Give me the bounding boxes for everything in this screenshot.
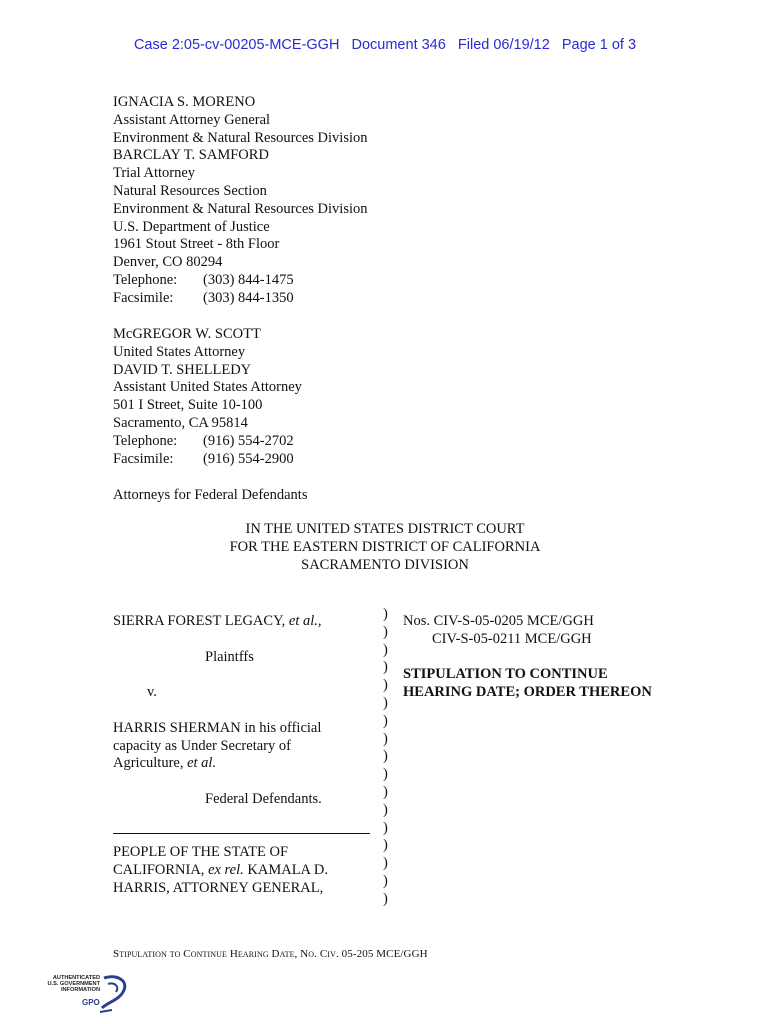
court-line: SACRAMENTO DIVISION — [301, 556, 469, 573]
people-line: CALIFORNIA, ex rel. KAMALA D. — [113, 862, 328, 879]
telephone-line — [113, 433, 302, 451]
counsel-block-doj — [113, 94, 368, 308]
court-line: IN THE UNITED STATES DISTRICT COURT — [245, 521, 525, 537]
counsel-line: Environment & Natural Resources Division — [113, 200, 368, 217]
counsel-line: 501 I Street, Suite 10-100 — [113, 397, 263, 414]
counsel-line: BARCLAY T. SAMFORD — [113, 147, 269, 164]
facsimile-line — [113, 451, 302, 469]
versus: v. — [147, 684, 157, 701]
gpo-authentication-seal: AUTHENTICATED U.S. GOVERNMENT INFORMATION GPO — [42, 972, 132, 1016]
telephone-label: Telephone: — [113, 432, 178, 449]
defendant-line: capacity as Under Secretary of — [113, 737, 291, 754]
counsel-line: 1961 Stout Street - 8th Floor — [113, 236, 280, 253]
counsel-line: Denver, CO 80294 — [113, 254, 223, 271]
case-number: Nos. CIV-S-05-0205 MCE/GGH — [403, 613, 594, 629]
facsimile-label: Facsimile: — [113, 450, 174, 467]
case-number: CIV-S-05-0211 MCE/GGH — [432, 630, 592, 647]
people-line: HARRIS, ATTORNEY GENERAL, — [113, 879, 324, 896]
counsel-line: U.S. Department of Justice — [113, 218, 270, 235]
counsel-line: McGREGOR W. SCOTT — [113, 326, 261, 342]
plaintiffs-label: Plaintffs — [205, 648, 254, 665]
counsel-block-usao — [113, 326, 302, 468]
counsel-line: Environment & Natural Resources Division — [113, 129, 368, 146]
counsel-line: Natural Resources Section — [113, 182, 267, 199]
counsel-line: United States Attorney — [113, 343, 246, 360]
facsimile-line — [113, 290, 368, 308]
defendant-line: HARRIS SHERMAN in his official — [113, 719, 322, 736]
people-line: PEOPLE OF THE STATE OF — [113, 844, 289, 861]
telephone-line — [113, 272, 368, 290]
court-line: FOR THE EASTERN DISTRICT OF CALIFORNIA — [229, 538, 541, 555]
counsel-line: Sacramento, CA 95814 — [113, 414, 248, 431]
counsel-line: Assistant Attorney General — [113, 111, 271, 128]
attorneys-for: Attorneys for Federal Defendants — [113, 487, 308, 503]
telephone-label: Telephone: — [113, 271, 178, 288]
page-header: Case 2:05-cv-00205-MCE-GGH Document 346 Filed 06/19/12 Page 1 of 3 — [133, 37, 637, 53]
facsimile-number: (916) 554-2900 — [203, 450, 294, 467]
document-title: STIPULATION TO CONTINUE — [403, 666, 608, 683]
telephone-number: (303) 844-1475 — [203, 271, 294, 288]
counsel-line: Assistant United States Attorney — [113, 379, 302, 396]
counsel-line: IGNACIA S. MORENO — [113, 94, 256, 110]
case-caption-parties — [113, 613, 378, 898]
plaintiff-name: SIERRA FOREST LEGACY, et al., — [113, 613, 322, 629]
counsel-line: Trial Attorney — [113, 165, 196, 182]
document-title: HEARING DATE; ORDER THEREON — [403, 684, 652, 701]
facsimile-label: Facsimile: — [113, 289, 174, 306]
page-footer: Stipulation to Continue Hearing Date, No. Civ. 05-205 MCE/GGH — [113, 948, 428, 960]
eagle-icon — [42, 972, 132, 1016]
caption-divider — [113, 833, 370, 834]
case-caption-title — [403, 613, 652, 702]
defendants-label: Federal Defendants. — [205, 790, 322, 807]
telephone-number: (916) 554-2702 — [203, 432, 294, 449]
gpo-mark: GPO — [82, 998, 100, 1007]
court-heading — [0, 521, 770, 574]
defendant-line: Agriculture, et al. — [113, 755, 217, 772]
caption-parentheses: ) ) ) ) ) ) ) ) ) ) ) ) ) ) ) ) ) — [383, 606, 388, 907]
facsimile-number: (303) 844-1350 — [203, 289, 294, 306]
counsel-line: DAVID T. SHELLEDY — [113, 361, 252, 378]
